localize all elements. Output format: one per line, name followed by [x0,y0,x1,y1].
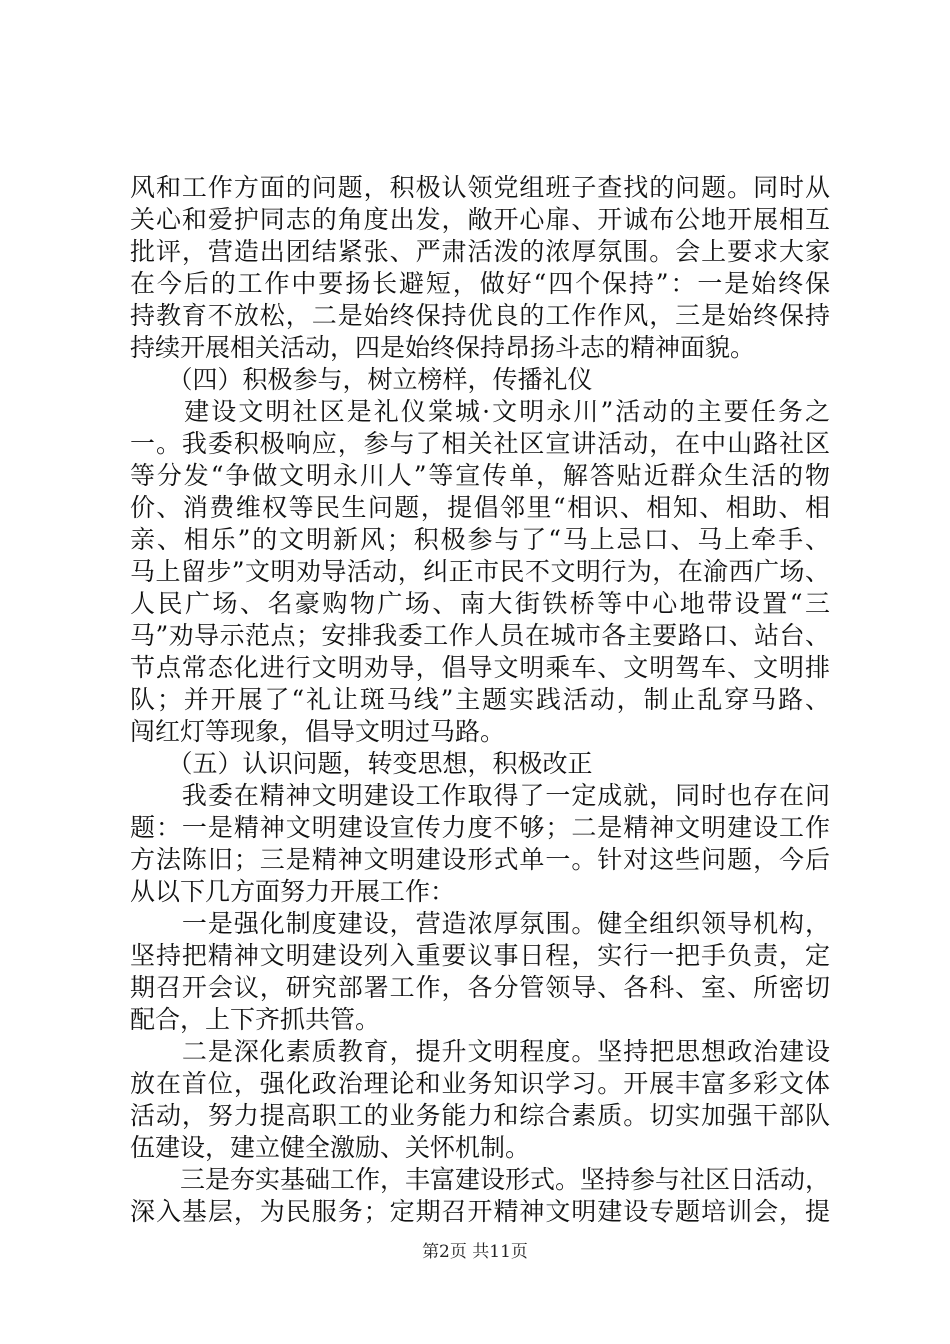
text-line: 建设文明社区是礼仪棠城·文明永川”活动的主要任务之 [130,397,830,426]
text-line: 期召开会议，研究部署工作，各分管领导、各科、室、所密切 [130,973,830,1002]
document-body [130,172,830,1228]
text-line: 从以下几方面努力开展工作： [130,877,456,906]
text-line: 活动，努力提高职工的业务能力和综合素质。切实加强干部队 [130,1101,830,1130]
text-line: 二是深化素质教育，提升文明程度。坚持把思想政治建设 [130,1037,830,1066]
text-line: 深入基层，为民服务；定期召开精神文明建设专题培训会，提 [130,1197,830,1226]
text-line: 马”劝导示范点；安排我委工作人员在城市各主要路口、站台、 [130,621,830,650]
text-line: 价、消费维权等民生问题，提倡邻里“相识、相知、相助、相 [130,493,830,522]
text-line: 关心和爱护同志的角度出发，敞开心扉、开诚布公地开展相互 [130,205,830,234]
text-line: 坚持把精神文明建设列入重要议事日程，实行一把手负责，定 [130,941,830,970]
text-line: 一。我委积极响应，参与了相关社区宣讲活动，在中山路社区 [130,429,830,458]
text-line: 放在首位，强化政治理论和业务知识学习。开展丰富多彩文体 [130,1069,830,1098]
text-line: 配合，上下齐抓共管。 [130,1005,381,1034]
text-line: 持教育不放松，二是始终保持优良的工作作风，三是始终保持 [130,301,830,330]
text-line: 在今后的工作中要扬长避短，做好“四个保持”：一是始终保 [130,269,830,298]
text-line: 队；并开展了“礼让斑马线”主题实践活动，制止乱穿马路、 [130,685,830,714]
text-line: 人民广场、名豪购物广场、南大街铁桥等中心地带设置“三 [130,589,830,618]
text-line: 题：一是精神文明建设宣传力度不够；二是精神文明建设工作 [130,813,830,842]
text-line: 亲、相乐”的文明新风；积极参与了“马上忌口、马上牵手、 [130,525,830,554]
section-heading: （五）认识问题，转变思想，积极改正 [130,749,593,778]
text-line: 马上留步”文明劝导活动，纠正市民不文明行为，在渝西广场、 [130,557,830,586]
text-line: 我委在精神文明建设工作取得了一定成就，同时也存在问 [130,781,830,810]
text-line: 等分发“争做文明永川人”等宣传单，解答贴近群众生活的物 [130,461,830,490]
text-line: 一是强化制度建设，营造浓厚氛围。健全组织领导机构， [130,909,830,938]
text-line: 闯红灯等现象，倡导文明过马路。 [130,717,506,746]
text-line: 持续开展相关活动，四是始终保持昂扬斗志的精神面貌。 [130,333,756,362]
text-line: 批评，营造出团结紧张、严肃活泼的浓厚氛围。会上要求大家 [130,237,830,266]
text-line: 方法陈旧；三是精神文明建设形式单一。针对这些问题，今后 [130,845,830,874]
text-line: 风和工作方面的问题，积极认领党组班子查找的问题。同时从 [130,173,830,202]
text-line: 节点常态化进行文明劝导，倡导文明乘车、文明驾车、文明排 [130,653,830,682]
text-line: 三是夯实基础工作，丰富建设形式。坚持参与社区日活动， [130,1165,831,1194]
page-number-footer: 第2页 共11页 [422,1242,528,1262]
section-heading: （四）积极参与，树立榜样，传播礼仪 [130,365,593,394]
text-line: 伍建设，建立健全激励、关怀机制。 [130,1133,531,1162]
